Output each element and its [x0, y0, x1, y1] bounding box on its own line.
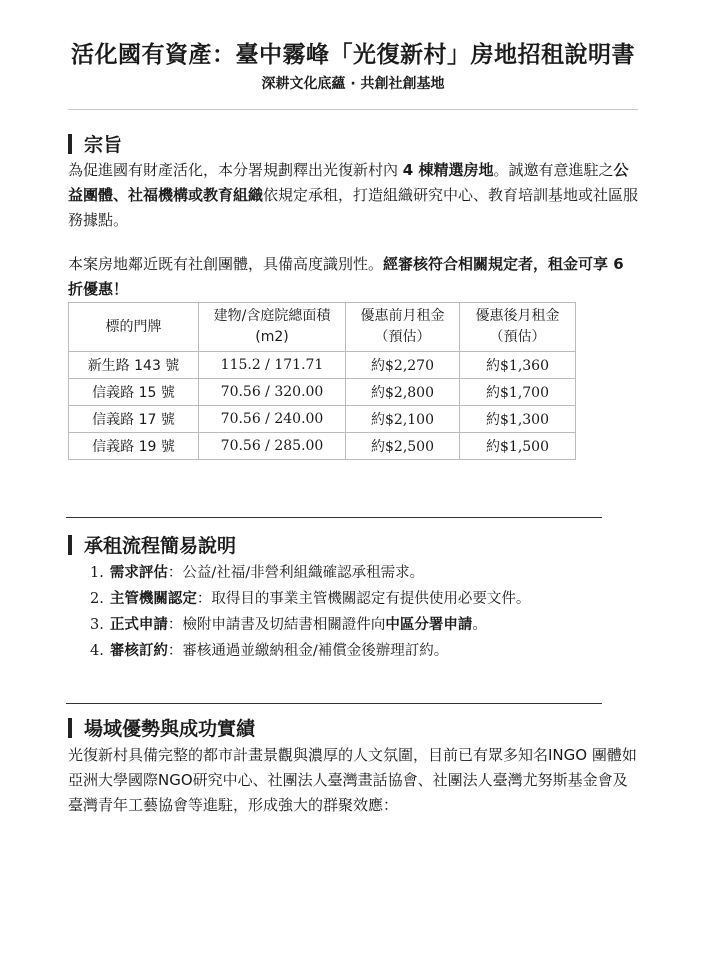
heading-bar-icon: [68, 535, 72, 555]
address-cell: 信義路 15 號: [69, 379, 199, 406]
emphasis-text: 主管機關認定: [109, 591, 197, 607]
rent-after-cell: 約$1,500: [460, 433, 576, 460]
header-cell-text: （預估）: [374, 329, 431, 345]
emphasis-text: 4 棟精選房地: [402, 161, 494, 179]
section-heading-label: 承租流程簡易說明: [84, 535, 237, 557]
body-text: ：公益/社福/非營利組織確認承租需求。: [167, 565, 425, 581]
address-cell: 信義路 17 號: [69, 406, 199, 433]
table-row: [69, 352, 576, 379]
body-text: 。誠邀有意進駐之: [493, 161, 614, 179]
rent-before-cell: 約$2,500: [346, 433, 460, 460]
list-item: [90, 586, 530, 612]
rent-table-header-cell: [460, 303, 576, 352]
header-cell-text: 標的門牌: [105, 318, 162, 335]
step-number: 3.: [90, 617, 104, 633]
rent-before-cell: 約$2,100: [346, 406, 460, 433]
body-text: 依規定承租，打造組織研究中心、教育培訓基地或社區服務據點。: [68, 186, 639, 229]
emphasis-text: 經審核符合相關規定者，租金可享 6 折優惠！: [68, 255, 624, 298]
purpose-paragraph-2: [68, 252, 640, 302]
header-cell-text: 優惠後月租金: [475, 308, 560, 324]
body-text: ：檢附申請書及切結書相關證件向: [167, 617, 386, 633]
header-cell-text: (m2): [255, 329, 289, 345]
body-text: ：取得目的事業主管機關認定有提供使用必要文件。: [196, 591, 531, 607]
section-divider: [66, 703, 602, 704]
emphasis-text: 中區分署申請: [385, 617, 473, 633]
table-row: [69, 379, 576, 406]
rent-table-header: [69, 303, 576, 352]
list-item: [90, 560, 530, 586]
rent-table-header-cell: [346, 303, 460, 352]
address-cell: 信義路 19 號: [69, 433, 199, 460]
header-cell-text: （預估）: [489, 329, 546, 345]
area-cell: 70.56 / 240.00: [199, 406, 346, 433]
step-number: 4.: [90, 643, 104, 659]
body-text: 本案房地鄰近既有社創團體，具備高度識別性。: [68, 255, 384, 273]
rent-table: [68, 302, 576, 460]
document-title: 活化國有資產：臺中霧峰「光復新村」房地招租說明書: [71, 42, 635, 68]
title-divider: [68, 109, 638, 110]
header-cell-text: 優惠前月租金: [360, 308, 445, 324]
section-heading-purpose: [68, 130, 122, 157]
section-heading-label: 宗旨: [84, 134, 123, 156]
list-item: [90, 638, 530, 664]
purpose-paragraph-1: [68, 158, 640, 233]
table-row: [69, 406, 576, 433]
emphasis-text: 審核訂約: [109, 643, 168, 659]
step-number: 1.: [90, 565, 104, 581]
area-cell: 70.56 / 320.00: [199, 379, 346, 406]
emphasis-text: 正式申請: [109, 617, 168, 633]
rent-table-body: [69, 352, 576, 460]
heading-bar-icon: [68, 718, 72, 738]
area-cell: 115.2 / 171.71: [199, 352, 346, 379]
table-row: [69, 433, 576, 460]
body-text: 。: [472, 617, 487, 633]
header-cell-text: 建物/含庭院總面積: [213, 308, 331, 324]
step-number: 2.: [90, 591, 104, 607]
rent-after-cell: 約$1,700: [460, 379, 576, 406]
emphasis-text: 公益團體、社福機構或教育組織: [68, 161, 629, 204]
rent-before-cell: 約$2,800: [346, 379, 460, 406]
address-cell: 新生路 143 號: [69, 352, 199, 379]
area-cell: 70.56 / 285.00: [199, 433, 346, 460]
emphasis-text: 需求評估: [109, 565, 168, 581]
rent-after-cell: 約$1,300: [460, 406, 576, 433]
rent-before-cell: 約$2,270: [346, 352, 460, 379]
heading-bar-icon: [68, 134, 72, 154]
process-steps-list: [90, 560, 530, 664]
rent-table-header-cell: [199, 303, 346, 352]
section-heading-process: [68, 531, 236, 558]
rent-table-header-cell: [69, 303, 199, 352]
section-heading-label: 場域優勢與成功實績: [84, 718, 256, 740]
body-text: 為促進國有財產活化，本分署規劃釋出光復新村內: [68, 161, 403, 179]
document-subtitle: 深耕文化底蘊 · 共創社創基地: [261, 76, 445, 92]
advantages-paragraph: 光復新村具備完整的都市計畫景觀與濃厚的人文氛圍，目前已有眾多知名INGO 團體如亞洲大學國際NGO研究中心、社團法人臺灣畫話協會、社團法人臺灣尤努斯基金會及臺灣青年工藝協會等進駐，形成強大的群聚效應：: [68, 746, 637, 814]
section-divider: [66, 517, 602, 518]
section-heading-advantages: [68, 714, 255, 741]
list-item: [90, 612, 530, 638]
body-text: ：審核通過並繳納租金/補償金後辦理訂約。: [167, 643, 449, 659]
rent-after-cell: 約$1,360: [460, 352, 576, 379]
